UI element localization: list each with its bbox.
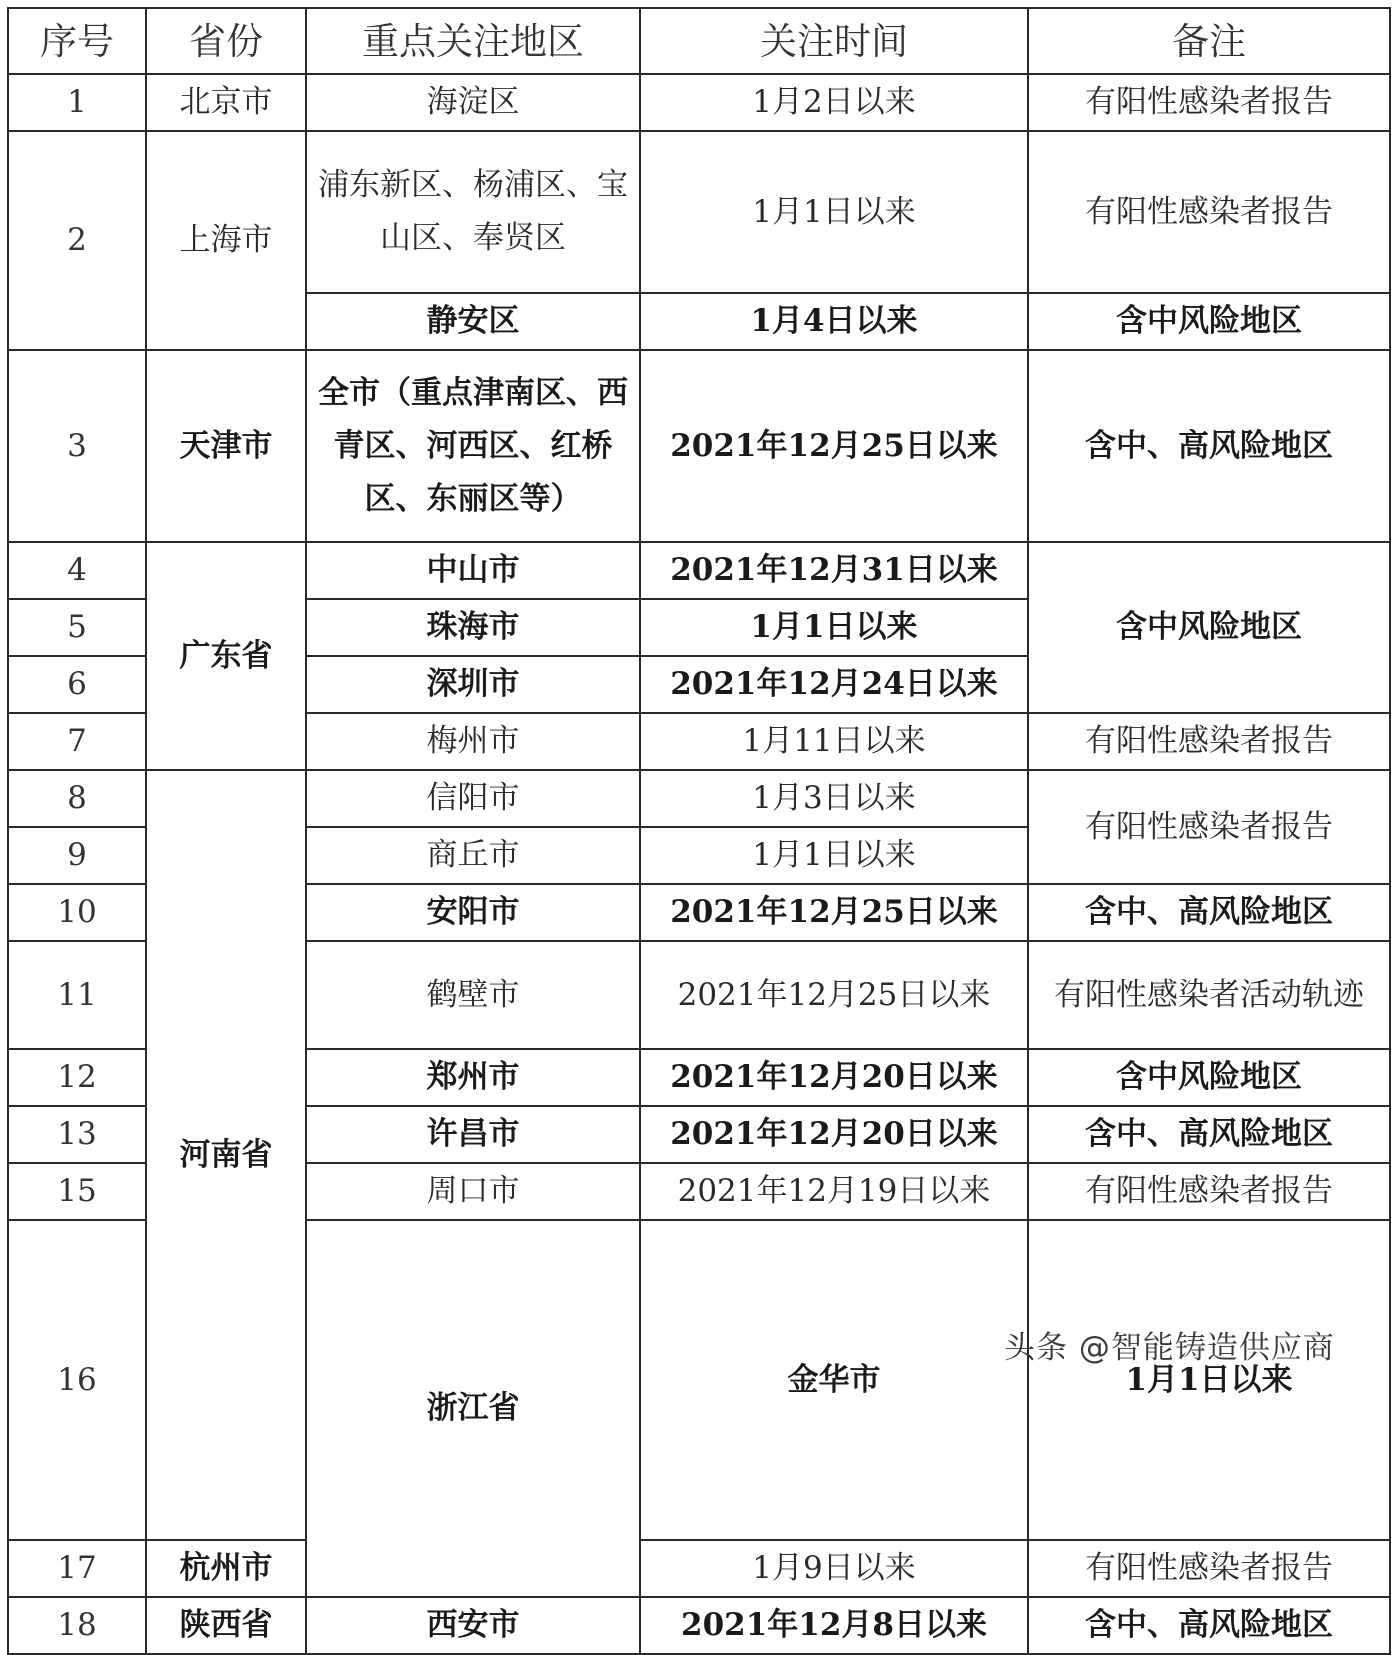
- cell-note: 含中风险地区: [1028, 1049, 1390, 1106]
- cell-time: 2021年12月25日以来: [640, 941, 1028, 1049]
- cell-province: 陕西省: [146, 1597, 306, 1654]
- cell-time: 2021年12月24日以来: [640, 656, 1028, 713]
- cell-time: 1月1日以来: [1028, 1220, 1390, 1540]
- cell-seq: 13: [8, 1106, 146, 1163]
- header-province: 省份: [146, 8, 306, 74]
- cell-seq: 4: [8, 542, 146, 599]
- cell-province: 浙江省: [306, 1220, 640, 1597]
- cell-note: 有阳性感染者报告: [1028, 713, 1390, 770]
- cell-seq: 7: [8, 713, 146, 770]
- table-row: [8, 542, 1390, 599]
- watermark: 头条 @智能铸造供应商: [1004, 1330, 1335, 1366]
- cell-seq: 16: [8, 1220, 146, 1540]
- cell-note: 有阳性感染者报告: [1028, 1163, 1390, 1220]
- header-seq: 序号: [8, 8, 146, 74]
- cell-area: 深圳市: [306, 656, 640, 713]
- cell-note: 有阳性感染者报告: [1028, 131, 1390, 293]
- cell-time: 1月2日以来: [640, 74, 1028, 131]
- cell-time: 1月11日以来: [640, 713, 1028, 770]
- cell-province: 河南省: [146, 770, 306, 1540]
- cell-seq: 18: [8, 1597, 146, 1654]
- table-row: [8, 770, 1390, 827]
- cell-seq: 9: [8, 827, 146, 884]
- cell-note: 含中风险地区: [1028, 293, 1390, 350]
- table-row: [8, 350, 1390, 542]
- cell-area: 信阳市: [306, 770, 640, 827]
- cell-province: 上海市: [146, 131, 306, 350]
- cell-note: 含中、高风险地区: [1028, 1597, 1390, 1654]
- cell-time: 2021年12月25日以来: [640, 350, 1028, 542]
- cell-time: 2021年12月20日以来: [640, 1049, 1028, 1106]
- cell-area: 海淀区: [306, 74, 640, 131]
- cell-seq: 17: [8, 1540, 146, 1597]
- header-time: 关注时间: [640, 8, 1028, 74]
- cell-time: 2021年12月19日以来: [640, 1163, 1028, 1220]
- header-area: 重点关注地区: [306, 8, 640, 74]
- table-row: [8, 74, 1390, 131]
- cell-area: 西安市: [306, 1597, 640, 1654]
- cell-seq: 1: [8, 74, 146, 131]
- cell-area: 梅州市: [306, 713, 640, 770]
- cell-province: 天津市: [146, 350, 306, 542]
- cell-area: 浦东新区、杨浦区、宝山区、奉贤区: [306, 131, 640, 293]
- cell-time: 2021年12月20日以来: [640, 1106, 1028, 1163]
- cell-note: 含中、高风险地区: [1028, 1106, 1390, 1163]
- cell-note: 有阳性感染者报告: [1028, 1540, 1390, 1597]
- cell-seq: 11: [8, 941, 146, 1049]
- cell-time: 2021年12月31日以来: [640, 542, 1028, 599]
- cell-seq: 8: [8, 770, 146, 827]
- table-row: [8, 131, 1390, 293]
- cell-area: 许昌市: [306, 1106, 640, 1163]
- cell-note: 含中、高风险地区: [1028, 350, 1390, 542]
- focus-regions-table: [7, 7, 1391, 1655]
- header-note: 备注: [1028, 8, 1390, 74]
- cell-area: 静安区: [306, 293, 640, 350]
- cell-area: 珠海市: [306, 599, 640, 656]
- cell-area: 安阳市: [306, 884, 640, 941]
- table-header-row: [8, 8, 1390, 74]
- cell-area: 郑州市: [306, 1049, 640, 1106]
- cell-area: 鹤壁市: [306, 941, 640, 1049]
- cell-area: 商丘市: [306, 827, 640, 884]
- cell-seq: 15: [8, 1163, 146, 1220]
- cell-area: 杭州市: [146, 1540, 306, 1597]
- cell-time: 1月4日以来: [640, 293, 1028, 350]
- cell-note: 含中、高风险地区: [1028, 884, 1390, 941]
- cell-time: 1月9日以来: [640, 1540, 1028, 1597]
- cell-note: 有阳性感染者报告: [1028, 770, 1390, 884]
- cell-province: 广东省: [146, 542, 306, 770]
- cell-time: 1月1日以来: [640, 131, 1028, 293]
- cell-area: 中山市: [306, 542, 640, 599]
- cell-time: 1月1日以来: [640, 827, 1028, 884]
- table-row: [8, 1540, 1390, 1597]
- cell-area: 周口市: [306, 1163, 640, 1220]
- cell-note: 有阳性感染者报告: [1028, 74, 1390, 131]
- cell-seq: 5: [8, 599, 146, 656]
- cell-time: 1月3日以来: [640, 770, 1028, 827]
- cell-province: 北京市: [146, 74, 306, 131]
- cell-time: 2021年12月25日以来: [640, 884, 1028, 941]
- cell-seq: 6: [8, 656, 146, 713]
- cell-time: 2021年12月8日以来: [640, 1597, 1028, 1654]
- cell-seq: 2: [8, 131, 146, 350]
- table-row: [8, 1597, 1390, 1654]
- cell-area: 金华市: [640, 1220, 1028, 1540]
- cell-seq: 10: [8, 884, 146, 941]
- cell-seq: 12: [8, 1049, 146, 1106]
- cell-time: 1月1日以来: [640, 599, 1028, 656]
- cell-area: 全市（重点津南区、西青区、河西区、红桥区、东丽区等）: [306, 350, 640, 542]
- cell-note: 含中风险地区: [1028, 542, 1390, 713]
- cell-note: 有阳性感染者活动轨迹: [1028, 941, 1390, 1049]
- cell-seq: 3: [8, 350, 146, 542]
